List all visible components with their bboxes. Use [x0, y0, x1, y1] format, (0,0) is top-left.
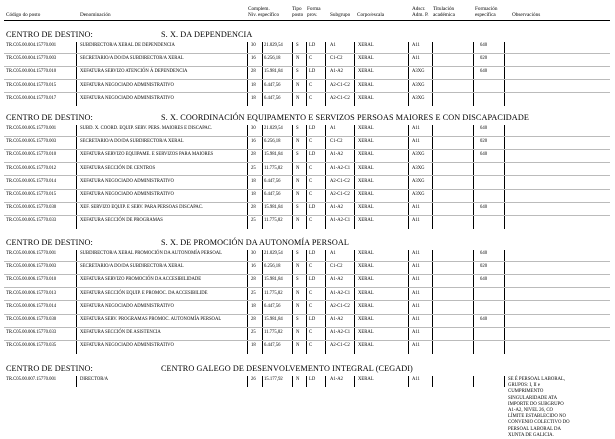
cell-nivel: 18: [251, 178, 256, 184]
cell-formacion: 640: [480, 251, 488, 256]
cell-forma: C: [309, 343, 313, 349]
table-row: [0, 249, 615, 258]
cell-nivel: 18: [251, 343, 256, 349]
section-label: CENTRO DE DESTINO:: [6, 30, 93, 39]
cell-code: TR.C05.00.006.15770.035: [6, 343, 57, 349]
cell-denominacion: XEFATURA NEGOCIADO ADMINISTRATIVO: [80, 95, 174, 101]
cell-subgrupo: C1-C2: [330, 264, 343, 270]
cell-corpo: XERAL: [358, 343, 374, 349]
cell-adscr: A11: [412, 251, 420, 256]
cell-subgrupo: A2-C1-C2: [330, 82, 350, 88]
section-name: S. X. DA DEPENDENCIA: [161, 30, 253, 39]
header-subgrupo: Subgrupo: [330, 12, 351, 18]
cell-tipo: N: [296, 377, 300, 382]
cell-forma: LD: [309, 69, 316, 75]
cell-denominacion: XEFATURA SECCIÓN DE PROGRAMAS: [80, 218, 163, 224]
cell-tipo: S: [296, 69, 299, 75]
table-row: [0, 67, 615, 76]
cell-forma: LD: [309, 377, 316, 382]
cell-tipo: N: [296, 343, 300, 349]
cell-denominacion: SECRETARIO/A DO/DA SUBDIRECTOR/A XERAL: [80, 56, 184, 62]
cell-corpo: XERAL: [358, 165, 374, 171]
cell-denominacion: XEFATURA SERVIZO PROMOCIÓN DA ACCESIBILIDADE: [80, 277, 202, 283]
cell-subgrupo: A1-A2: [330, 277, 344, 283]
cell-corpo: XERAL: [358, 69, 374, 75]
cell-corpo: XERAL: [358, 43, 374, 48]
cell-especifico: 6.256,18: [264, 139, 281, 145]
header-codigo: Código do posto: [6, 12, 41, 18]
cell-code: TR.C05.00.007.15770.001: [6, 377, 57, 382]
cell-tipo: N: [296, 95, 300, 101]
table-row: [0, 41, 615, 50]
cell-formacion: 640: [480, 126, 488, 131]
cell-subgrupo: A1-A2-C1: [330, 330, 351, 336]
cell-code: TR.C05.00.004.15770.010: [6, 69, 57, 75]
cell-nivel: 18: [251, 192, 256, 197]
cell-tipo: N: [296, 165, 300, 171]
cell-adscr: A3XG: [412, 152, 425, 158]
table-row: [0, 177, 615, 186]
cell-tipo: N: [296, 178, 300, 184]
cell-forma: LD: [309, 277, 316, 283]
cell-especifico: 15.981,84: [264, 277, 283, 283]
cell-denominacion: XEFATURA SECCIÓN DE CENTROS: [80, 165, 156, 171]
cell-nivel: 25: [251, 330, 256, 336]
cell-code: TR.C05.00.005.15770.003: [6, 139, 57, 145]
table-row: [0, 289, 615, 298]
cell-code: TR.C05.00.005.15770.010: [6, 152, 57, 158]
table-row: [0, 94, 615, 103]
cell-corpo: XERAL: [358, 264, 374, 270]
cell-denominacion: SECRETARIO/A DO/DA SUBDIRECTOR/A XERAL: [80, 264, 184, 270]
cell-subgrupo: A1: [330, 251, 336, 256]
cell-especifico: 11.775,82: [264, 330, 283, 336]
cell-denominacion: XEFATURA NEGOCIADO ADMINISTRATIVO: [80, 343, 174, 349]
cell-nivel: 16: [251, 264, 256, 270]
cell-tipo: N: [296, 192, 300, 197]
cell-forma: C: [309, 178, 313, 184]
cell-adscr: A11: [412, 126, 420, 131]
table-row: [0, 216, 615, 225]
cell-subgrupo: A1-A2: [330, 152, 344, 158]
cell-adscr: A11: [412, 205, 420, 211]
cell-adscr: A3XG: [412, 82, 425, 88]
cell-tipo: N: [296, 82, 300, 88]
cell-adscr: A11: [412, 317, 420, 322]
cell-tipo: S: [296, 152, 299, 158]
cell-observacions: SE É PERSOAL LABORAL, GRUPOS: I, II e CUMPRIMENTO SINGULARIDADE ATA IMPORTE DO SUBGRUPO A1-A2, NIVEL 26, CO LÍMITE ESTABLECIDO NO CONVENIO COLECTIVO DO PERSOAL LABORAL DA XUNTA DE GALICIA.: [508, 377, 570, 438]
cell-corpo: XERAL: [358, 192, 374, 197]
cell-especifico: 6.447,56: [264, 303, 281, 309]
cell-especifico: 21.029,54: [264, 251, 283, 256]
table-row: [0, 190, 615, 199]
cell-corpo: XERAL: [358, 277, 374, 283]
cell-code: TR.C05.00.004.15770.017: [6, 95, 57, 101]
cell-tipo: S: [296, 126, 299, 131]
table-row: [0, 302, 615, 311]
cell-denominacion: XEFATURA SECCIÓN EQUIP. E PROMOC. DA ACCESIBILIDE: [80, 290, 208, 296]
cell-code: TR.C05.00.006.15770.010: [6, 277, 57, 283]
cell-adscr: A3XG: [412, 69, 425, 75]
cell-code: TR.C05.00.005.15770.012: [6, 165, 57, 171]
cell-code: TR.C05.00.005.15770.015: [6, 192, 57, 197]
cell-tipo: S: [296, 251, 299, 256]
cell-code: TR.C05.00.004.15770.003: [6, 56, 57, 62]
cell-denominacion: XEFATURA SERVIZO EQUIPAME. E SERVIZOS PARA MAIORES: [80, 152, 214, 158]
section-label: CENTRO DE DESTINO:: [6, 364, 93, 373]
cell-formacion: 640: [480, 205, 488, 211]
cell-forma: C: [309, 218, 313, 224]
cell-forma: C: [309, 290, 313, 296]
cell-subgrupo: A1: [330, 126, 336, 131]
table-row: [0, 150, 615, 159]
cell-code: TR.C05.00.006.15770.001: [6, 251, 57, 256]
cell-tipo: S: [296, 205, 299, 211]
cell-nivel: 25: [251, 165, 256, 171]
cell-formacion: 640: [480, 43, 488, 48]
cell-corpo: XERAL: [358, 290, 374, 296]
cell-tipo: N: [296, 303, 300, 309]
cell-formacion: 020: [480, 139, 488, 145]
cell-adscr: A11: [412, 377, 420, 382]
table-row: [0, 203, 615, 212]
cell-forma: C: [309, 82, 313, 88]
cell-forma: C: [309, 56, 313, 62]
cell-code: TR.C05.00.006.15770.033: [6, 330, 57, 336]
cell-nivel: 16: [251, 56, 256, 62]
cell-nivel: 30: [251, 43, 256, 48]
cell-nivel: 28: [251, 152, 256, 158]
table-row: [0, 54, 615, 63]
cell-especifico: 6.256,18: [264, 264, 281, 270]
cell-forma: C: [309, 95, 313, 101]
cell-nivel: 30: [251, 251, 256, 256]
cell-forma: C: [309, 139, 313, 145]
cell-nivel: 18: [251, 303, 256, 309]
cell-code: TR.C05.00.006.15770.030: [6, 317, 57, 322]
cell-forma: LD: [309, 43, 316, 48]
table-row: [0, 341, 615, 350]
cell-subgrupo: A1-A2-C1: [330, 165, 351, 171]
cell-code: TR.C05.00.005.15770.001: [6, 126, 57, 131]
header-rule: [4, 20, 610, 21]
cell-nivel: 16: [251, 139, 256, 145]
cell-tipo: N: [296, 218, 300, 224]
cell-tipo: S: [296, 43, 299, 48]
cell-code: TR.C05.00.004.15770.001: [6, 43, 57, 48]
table-row: [0, 328, 615, 337]
cell-code: TR.C05.00.004.15770.015: [6, 82, 57, 88]
cell-corpo: XERAL: [358, 377, 374, 382]
cell-corpo: XERAL: [358, 126, 374, 131]
cell-nivel: 18: [251, 82, 256, 88]
cell-adscr: A11: [412, 218, 420, 224]
cell-tipo: N: [296, 290, 300, 296]
table-row: [0, 137, 615, 146]
header-denominacion: Denominación: [80, 12, 111, 18]
cell-corpo: XERAL: [358, 56, 374, 62]
cell-forma: C: [309, 264, 313, 270]
cell-formacion: 640: [480, 277, 488, 283]
cell-nivel: 25: [251, 290, 256, 296]
cell-tipo: N: [296, 139, 300, 145]
cell-especifico: 11.775,82: [264, 290, 283, 296]
section-name: S. X. COORDINACIÓN EQUIPAMENTO E SERVIZOS PERSOAS MAIORES E CON DISCAPACIDADE: [161, 113, 529, 122]
cell-denominacion: SUBD. X. COORD. EQUIP. SERV. PERS. MAIORES E DISCAPAC.: [80, 126, 213, 131]
cell-denominacion: XEFATURA NEGOCIADO ADMINISTRATIVO: [80, 192, 174, 197]
cell-adscr: A11: [412, 43, 420, 48]
table-row: [0, 124, 615, 133]
cell-especifico: 11.775,82: [264, 218, 283, 224]
cell-denominacion: XEFATURA NEGOCIADO ADMINISTRATIVO: [80, 303, 174, 309]
cell-especifico: 11.775,82: [264, 165, 283, 171]
cell-forma: LD: [309, 251, 316, 256]
cell-denominacion: XEFATURA SERVIZO ATENCIÓN Á DEPENDENCIA: [80, 69, 188, 75]
cell-adscr: A11: [412, 290, 420, 296]
cell-formacion: 020: [480, 264, 488, 270]
header-adscr-adm: Adscr. Adm. P.: [412, 6, 429, 18]
header-formacion: Formación específica: [475, 6, 498, 18]
cell-subgrupo: A1-A2: [330, 205, 344, 211]
header-titulacion: Titulación académica: [433, 6, 455, 18]
cell-subgrupo: A2-C1-C2: [330, 178, 350, 184]
section-name: CENTRO GALEGO DE DESENVOLVEMENTO INTEGRAL (CEGADI): [161, 364, 413, 373]
cell-adscr: A11: [412, 330, 420, 336]
cell-adscr: A11: [412, 277, 420, 283]
cell-subgrupo: A2-C1-C2: [330, 95, 350, 101]
cell-adscr: A11: [412, 56, 420, 62]
cell-nivel: 28: [251, 277, 256, 283]
header-corpo-escala: Corpo/escala: [357, 12, 385, 18]
cell-tipo: N: [296, 56, 300, 62]
cell-code: TR.C05.00.005.15770.030: [6, 205, 57, 211]
cell-forma: LD: [309, 152, 316, 158]
cell-denominacion: XEFATURA NEGOCIADO ADMINISTRATIVO: [80, 82, 174, 88]
cell-adscr: A11: [412, 343, 420, 349]
cell-subgrupo: A1-A2: [330, 377, 344, 382]
cell-especifico: 15.981,84: [264, 69, 283, 75]
section-name: S. X. DE PROMOCIÓN DA AUTONOMÍA PERSOAL: [161, 238, 349, 247]
cell-corpo: XERAL: [358, 95, 374, 101]
cell-tipo: S: [296, 277, 299, 283]
cell-code: TR.C05.00.006.15770.014: [6, 303, 57, 309]
cell-subgrupo: A1: [330, 43, 336, 48]
header-observacions: Observacións: [512, 12, 541, 18]
cell-adscr: A11: [412, 264, 420, 270]
cell-nivel: 18: [251, 95, 256, 101]
cell-nivel: 26: [251, 377, 256, 382]
cell-subgrupo: A2-C1-C2: [330, 343, 350, 349]
cell-tipo: N: [296, 264, 300, 270]
cell-nivel: 28: [251, 69, 256, 75]
cell-especifico: 6.447,56: [264, 343, 281, 349]
cell-nivel: 28: [251, 317, 256, 322]
cell-subgrupo: A1-A2: [330, 317, 344, 322]
cell-forma: LD: [309, 126, 316, 131]
cell-especifico: 6.447,56: [264, 192, 281, 197]
cell-nivel: 28: [251, 205, 256, 211]
cell-forma: LD: [309, 205, 316, 211]
cell-especifico: 6.447,56: [264, 178, 281, 184]
cell-corpo: XERAL: [358, 330, 374, 336]
header-forma-prov: Forma prov.: [307, 6, 321, 18]
cell-code: TR.C05.00.006.15770.003: [6, 264, 57, 270]
cell-tipo: S: [296, 317, 299, 322]
table-row: [0, 81, 615, 90]
cell-especifico: 6.447,56: [264, 82, 281, 88]
table-row: [0, 275, 615, 284]
cell-subgrupo: A1-A2-C1: [330, 290, 351, 296]
cell-denominacion: XEFATURA NEGOCIADO ADMINISTRATIVO: [80, 178, 174, 184]
cell-corpo: XERAL: [358, 317, 374, 322]
cell-denominacion: XEF. SERVIZO EQUIP. E SERV. PARA PERSOAS DISCAPAC.: [80, 205, 204, 211]
cell-especifico: 6.447,56: [264, 95, 281, 101]
section-label: CENTRO DE DESTINO:: [6, 113, 93, 122]
cell-especifico: 15.981,84: [264, 317, 283, 322]
cell-formacion: 640: [480, 152, 488, 158]
cell-adscr: A11: [412, 139, 420, 145]
cell-corpo: XERAL: [358, 152, 374, 158]
cell-code: TR.C05.00.006.15770.013: [6, 290, 57, 296]
cell-corpo: XERAL: [358, 82, 374, 88]
cell-corpo: XERAL: [358, 251, 374, 256]
cell-adscr: A3XG: [412, 178, 425, 184]
cell-corpo: XERAL: [358, 205, 374, 211]
table-row: [0, 315, 615, 324]
cell-formacion: 020: [480, 56, 488, 62]
cell-corpo: XERAL: [358, 218, 374, 224]
cell-denominacion: DIRECTOR/A: [80, 377, 109, 382]
cell-corpo: XERAL: [358, 303, 374, 309]
cell-subgrupo: A1-A2: [330, 69, 344, 75]
cell-especifico: 6.256,18: [264, 56, 281, 62]
cell-subgrupo: A2-C1-C2: [330, 192, 350, 197]
cell-forma: LD: [309, 317, 316, 322]
cell-denominacion: SUBDIRECTOR/A XERAL DE DEPENDENCIA: [80, 43, 175, 48]
cell-subgrupo: C1-C2: [330, 56, 343, 62]
header-complem-nivel: Complem. Niv. específico: [248, 6, 280, 18]
cell-forma: C: [309, 303, 313, 309]
cell-especifico: 21.029,54: [264, 126, 283, 131]
cell-especifico: 21.029,54: [264, 43, 283, 48]
cell-adscr: A3XG: [412, 95, 425, 101]
cell-denominacion: XEFATURA SECCIÓN DE ASISTENCIA: [80, 330, 161, 336]
cell-especifico: 15.981,84: [264, 152, 283, 158]
cell-code: TR.C05.00.005.15770.033: [6, 218, 57, 224]
cell-code: TR.C05.00.005.15770.014: [6, 178, 57, 184]
table-row: [0, 262, 615, 271]
cell-subgrupo: C1-C2: [330, 139, 343, 145]
cell-subgrupo: A2-C1-C2: [330, 303, 350, 309]
cell-nivel: 25: [251, 218, 256, 224]
cell-denominacion: SECRETARIO/A DO/DA SUBDIRECTOR/A XERAL: [80, 139, 184, 145]
cell-formacion: 640: [480, 69, 488, 75]
cell-forma: C: [309, 192, 313, 197]
cell-corpo: XERAL: [358, 178, 374, 184]
section-label: CENTRO DE DESTINO:: [6, 238, 93, 247]
cell-especifico: 15.981,84: [264, 205, 283, 211]
cell-especifico: 15.177,92: [264, 377, 283, 382]
cell-corpo: XERAL: [358, 139, 374, 145]
cell-tipo: N: [296, 330, 300, 336]
cell-forma: C: [309, 330, 313, 336]
cell-denominacion: XEFATURA SERV. PROGRAMAS PROMOC. AUTONOMÍA PERSOAL: [80, 317, 222, 322]
cell-nivel: 30: [251, 126, 256, 131]
cell-subgrupo: A1-A2-C1: [330, 218, 351, 224]
cell-adscr: A3XG: [412, 165, 425, 171]
cell-forma: C: [309, 165, 313, 171]
table-row: [0, 164, 615, 173]
cell-adscr: A3XG: [412, 192, 425, 197]
cell-denominacion: SUBDIRECTOR/A XERAL PROMOCIÓN DA AUTONOMÍA PERSOAL: [80, 251, 222, 256]
header-tipo-posto: Tipo posto: [292, 6, 304, 18]
cell-formacion: 640: [480, 317, 488, 322]
cell-adscr: A11: [412, 303, 420, 309]
